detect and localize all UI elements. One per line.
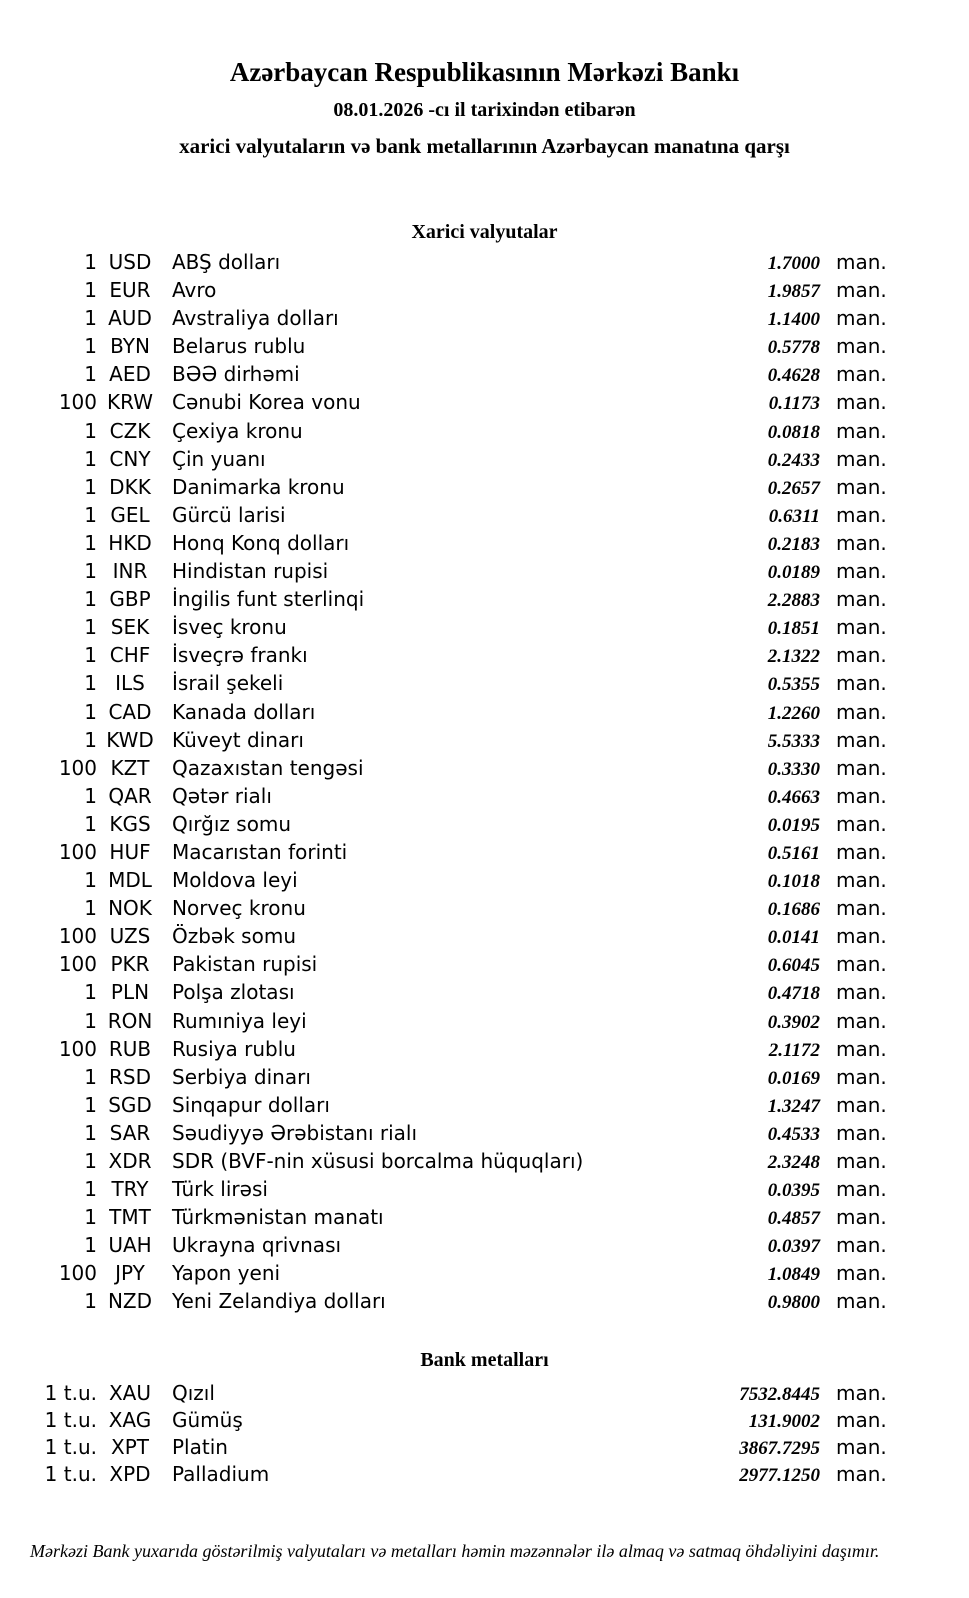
rate-value: 0.1686 (767, 899, 820, 921)
currency-code: USD (108, 250, 152, 274)
unit-suffix: man. (836, 615, 887, 640)
metals-section-title: Bank metalları (420, 1348, 549, 1371)
currency-code: GBP (109, 587, 151, 612)
quantity-value: 1 (84, 1289, 97, 1314)
currency-code: HUF (109, 839, 151, 864)
quantity-value: 1 (84, 418, 97, 443)
quantity-value: 1 (84, 643, 97, 668)
table-row (0, 531, 969, 559)
rate-value: 0.0818 (767, 421, 820, 443)
currency-code: AED (109, 362, 151, 387)
table-row (0, 1177, 969, 1205)
rate-value: 0.0395 (767, 1180, 820, 1202)
quantity-value: 1 (84, 446, 97, 471)
currency-code: INR (112, 559, 148, 584)
unit-suffix: man. (836, 587, 887, 612)
quantity-value: 1 (84, 474, 97, 499)
unit-suffix: man. (836, 924, 887, 949)
currency-code: XDR (108, 1149, 152, 1173)
rate-value: 2.2883 (767, 590, 820, 612)
quantity-value: 100 (58, 755, 97, 780)
rate-value: 1.1400 (767, 309, 820, 331)
unit-suffix: man. (836, 1064, 887, 1089)
currency-name: Çin yuanı (172, 446, 266, 471)
currency-code: JPY (115, 1261, 145, 1286)
currency-code: EUR (109, 278, 151, 303)
currency-name: Türkmənistan manatı (172, 1205, 384, 1230)
table-row (0, 503, 969, 531)
quantity-value: 1 t.u. (44, 1462, 97, 1487)
rate-value: 131.9002 (748, 1410, 820, 1432)
table-row (0, 784, 969, 812)
currency-name: Cənubi Korea vonu (172, 390, 361, 415)
currency-name: Yeni Zelandiya dolları (172, 1289, 386, 1314)
unit-suffix: man. (836, 1434, 887, 1459)
rate-value: 0.4533 (767, 1123, 820, 1145)
rate-value: 0.4718 (767, 983, 820, 1005)
currency-code: NOK (108, 896, 152, 921)
rate-value: 7532.8445 (739, 1383, 820, 1405)
rate-value: 2.1322 (767, 646, 820, 668)
currency-code: TRY (111, 1177, 149, 1202)
currency-name: Türk lirəsi (172, 1177, 268, 1202)
currency-name: Qırğız somu (172, 811, 292, 836)
rate-value: 3867.7295 (739, 1437, 820, 1459)
currency-code: DKK (109, 474, 151, 499)
quantity-value: 100 (58, 839, 97, 864)
table-row (0, 559, 969, 587)
unit-suffix: man. (836, 671, 887, 696)
table-row (0, 1149, 969, 1177)
rate-value: 0.5778 (767, 337, 820, 359)
table-row (0, 278, 969, 306)
table-row (0, 615, 969, 643)
currency-name: Belarus rublu (172, 334, 306, 359)
currency-name: İngilis funt sterlinqi (172, 587, 365, 612)
table-row (0, 419, 969, 447)
quantity-value: 1 (84, 530, 97, 555)
rate-value: 0.0141 (767, 927, 820, 949)
unit-suffix: man. (836, 502, 887, 527)
quantity-value: 1 (84, 1205, 97, 1230)
unit-suffix: man. (836, 699, 887, 724)
currency-name: Küveyt dinarı (172, 727, 304, 752)
quantity-value: 1 (84, 980, 97, 1005)
currency-name: Sinqapur dolları (172, 1092, 330, 1117)
currency-code: CHF (109, 643, 151, 668)
rate-value: 5.5333 (767, 730, 820, 752)
rate-value: 1.3247 (767, 1095, 820, 1117)
currency-code: XAU (108, 1380, 152, 1405)
effective-date-line: 08.01.2026 -cı il tarixindən etibarən (333, 99, 636, 121)
quantity-value: 1 (84, 1008, 97, 1033)
unit-suffix: man. (836, 1149, 887, 1173)
quantity-value: 1 (84, 811, 97, 836)
table-row (0, 643, 969, 671)
quantity-value: 100 (58, 924, 97, 949)
currency-code: PKR (110, 952, 150, 977)
quantity-value: 1 (84, 306, 97, 331)
table-row (0, 868, 969, 896)
rate-value: 0.3902 (767, 1011, 820, 1033)
currency-code: RON (107, 1008, 153, 1033)
table-row (0, 1205, 969, 1233)
currency-name: Hindistan rupisi (172, 559, 329, 584)
unit-suffix: man. (836, 1380, 887, 1405)
unit-suffix: man. (836, 250, 887, 274)
currency-code: XPT (111, 1434, 149, 1459)
currency-code: UAH (108, 1233, 152, 1258)
currency-code: RUB (108, 1036, 152, 1061)
unit-suffix: man. (836, 390, 887, 415)
currency-name: Qazaxıstan tengəsi (172, 755, 364, 780)
quantity-value: 1 (84, 587, 97, 612)
currency-name: Kanada dolları (172, 699, 316, 724)
rate-value: 0.4663 (767, 786, 820, 808)
table-row (0, 756, 969, 784)
rate-value: 0.5161 (767, 842, 820, 864)
quantity-value: 1 (84, 671, 97, 696)
table-row (0, 840, 969, 868)
currency-code: CAD (108, 699, 152, 724)
unit-suffix: man. (836, 643, 887, 668)
quantity-value: 1 t.u. (44, 1380, 97, 1405)
rate-value: 2.1172 (768, 1039, 820, 1061)
table-row (0, 334, 969, 362)
unit-suffix: man. (836, 1008, 887, 1033)
table-row (0, 896, 969, 924)
rate-value: 2.3248 (767, 1152, 820, 1173)
unit-suffix: man. (836, 474, 887, 499)
quantity-value: 1 (84, 783, 97, 808)
currency-rates-table (0, 250, 969, 1318)
quantity-value: 1 (84, 1177, 97, 1202)
currency-code: SGD (108, 1092, 152, 1117)
rate-value: 0.0189 (767, 562, 820, 584)
table-row (0, 447, 969, 475)
currency-code: SEK (110, 615, 150, 640)
currency-name: Moldova leyi (172, 868, 298, 893)
rate-value: 0.0195 (767, 814, 820, 836)
quantity-value: 1 (84, 1120, 97, 1145)
table-row (0, 362, 969, 390)
currency-code: KGS (109, 811, 151, 836)
currency-name: Yapon yeni (172, 1261, 281, 1286)
table-row (0, 952, 969, 980)
quantity-value: 1 (84, 868, 97, 893)
currency-code: AUD (108, 306, 152, 331)
table-row (0, 1261, 969, 1289)
currency-name: Honq Konq dolları (172, 530, 350, 555)
rate-value: 0.2657 (767, 477, 820, 499)
table-row (0, 1093, 969, 1121)
quantity-value: 1 (84, 615, 97, 640)
currency-code: SAR (109, 1120, 151, 1145)
rate-value: 0.3330 (767, 758, 820, 780)
quantity-value: 100 (58, 390, 97, 415)
currency-name: İsrail şekeli (172, 671, 284, 696)
table-row (0, 671, 969, 699)
table-row (0, 1233, 969, 1261)
currency-code: MDL (108, 868, 152, 893)
currency-name: Norveç kronu (172, 896, 306, 921)
currency-code: BYN (110, 334, 150, 359)
table-row (0, 1037, 969, 1065)
currency-name: Avro (172, 278, 217, 303)
currency-name: Rumıniya leyi (172, 1008, 307, 1033)
unit-suffix: man. (836, 1120, 887, 1145)
currency-name: İsveç kronu (172, 615, 287, 640)
currency-name: Qızıl (172, 1380, 215, 1405)
table-row (0, 1408, 969, 1435)
currency-name: Özbək somu (172, 924, 296, 949)
table-row (0, 1121, 969, 1149)
unit-suffix: man. (836, 896, 887, 921)
unit-suffix: man. (836, 559, 887, 584)
unit-suffix: man. (836, 1289, 887, 1314)
quantity-value: 100 (58, 952, 97, 977)
unit-suffix: man. (836, 783, 887, 808)
quantity-value: 1 (84, 699, 97, 724)
quantity-value: 1 (84, 334, 97, 359)
unit-suffix: man. (836, 1407, 887, 1432)
quantity-value: 1 t.u. (44, 1434, 97, 1459)
currency-code: XPD (109, 1462, 151, 1487)
quantity-value: 1 (84, 278, 97, 303)
table-row (0, 1435, 969, 1462)
currency-code: UZS (109, 924, 151, 949)
unit-suffix: man. (836, 755, 887, 780)
currency-code: XAG (108, 1407, 152, 1432)
disclaimer-text: Mərkəzi Bank yuxarıda göstərilmiş valyutaları və metalları həmin məzənnələr ilə almaq və satmaq öhdəliyini daşımır. (30, 1541, 880, 1562)
unit-suffix: man. (836, 868, 887, 893)
currency-name: Qətər rialı (172, 783, 272, 808)
rate-value: 2977.1250 (739, 1465, 820, 1487)
rate-value: 0.4857 (767, 1208, 820, 1230)
currencies-section-title: Xarici valyutalar (411, 221, 558, 243)
table-row (0, 980, 969, 1008)
metal-rates-table (0, 1381, 969, 1490)
quantity-value: 1 (84, 1064, 97, 1089)
unit-suffix: man. (836, 811, 887, 836)
rate-value: 0.2183 (767, 533, 820, 555)
currency-name: ABŞ dolları (172, 250, 281, 274)
table-row (0, 1065, 969, 1093)
rate-value: 1.0849 (767, 1264, 820, 1286)
unit-suffix: man. (836, 446, 887, 471)
quantity-value: 1 (84, 559, 97, 584)
currency-name: Rusiya rublu (172, 1036, 296, 1061)
currency-code: KZT (110, 755, 150, 780)
rate-value: 1.9857 (767, 281, 820, 303)
unit-suffix: man. (836, 1205, 887, 1230)
rate-value: 0.6045 (767, 955, 820, 977)
unit-suffix: man. (836, 1036, 887, 1061)
unit-suffix: man. (836, 306, 887, 331)
currency-name: İsveçrə frankı (172, 643, 308, 668)
rate-value: 1.2260 (767, 702, 820, 724)
rate-value: 0.9800 (767, 1292, 820, 1314)
quantity-value: 1 t.u. (44, 1407, 97, 1432)
quantity-value: 1 (84, 362, 97, 387)
table-row (0, 728, 969, 756)
currency-code: PLN (110, 980, 150, 1005)
unit-suffix: man. (836, 362, 887, 387)
quantity-value: 100 (58, 1261, 97, 1286)
currency-name: Ukrayna qrivnası (172, 1233, 342, 1258)
rate-value: 0.1851 (767, 618, 820, 640)
rate-value: 0.0169 (767, 1067, 820, 1089)
table-row (0, 1381, 969, 1408)
currency-name: BƏƏ dirhəmi (172, 362, 300, 387)
unit-suffix: man. (836, 980, 887, 1005)
quantity-value: 1 (84, 727, 97, 752)
unit-suffix: man. (836, 952, 887, 977)
currency-code: QAR (108, 783, 152, 808)
currency-name: Pakistan rupisi (172, 952, 318, 977)
quantity-value: 1 (84, 896, 97, 921)
currency-name: Səudiyyə Ərəbistanı rialı (172, 1120, 418, 1145)
unit-suffix: man. (836, 418, 887, 443)
rate-value: 0.4628 (767, 365, 820, 387)
currency-name: Platin (172, 1434, 228, 1459)
table-row (0, 475, 969, 503)
quantity-value: 1 (84, 1092, 97, 1117)
unit-suffix: man. (836, 1233, 887, 1258)
quantity-value: 1 (84, 502, 97, 527)
quantity-value: 1 (84, 250, 97, 274)
table-row (0, 306, 969, 334)
currency-name: Çexiya kronu (172, 418, 303, 443)
currency-name: SDR (BVF-nin xüsusi borcalma hüquqları) (172, 1149, 584, 1173)
unit-suffix: man. (836, 839, 887, 864)
unit-suffix: man. (836, 1462, 887, 1487)
table-row (0, 587, 969, 615)
currency-code: KWD (106, 727, 154, 752)
unit-suffix: man. (836, 334, 887, 359)
unit-suffix: man. (836, 1092, 887, 1117)
quantity-value: 100 (58, 1036, 97, 1061)
currency-code: TMT (109, 1205, 151, 1230)
table-row (0, 812, 969, 840)
table-row (0, 1009, 969, 1037)
page-subtitle: xarici valyutaların və bank metallarının Azərbaycan manatına qarşı (179, 134, 790, 158)
table-row (0, 390, 969, 418)
currency-code: NZD (107, 1289, 153, 1314)
rate-value: 0.1018 (767, 871, 820, 893)
page-title: Azərbaycan Respublikasının Mərkəzi Bankı (229, 57, 740, 87)
currency-code: HKD (108, 530, 152, 555)
quantity-value: 1 (84, 1149, 97, 1173)
currency-name: Polşa zlotası (172, 980, 295, 1005)
table-row (0, 1289, 969, 1317)
currency-name: Danimarka kronu (172, 474, 345, 499)
unit-suffix: man. (836, 1261, 887, 1286)
table-row (0, 1462, 969, 1489)
currency-name: Gürcü larisi (172, 502, 286, 527)
unit-suffix: man. (836, 278, 887, 303)
currency-code: CZK (109, 418, 151, 443)
currency-code: CNY (109, 446, 151, 471)
currency-name: Macarıstan forinti (172, 839, 348, 864)
rate-value: 0.1173 (768, 393, 820, 415)
rate-value: 0.5355 (767, 674, 820, 696)
currency-code: GEL (110, 502, 150, 527)
quantity-value: 1 (84, 1233, 97, 1258)
table-row (0, 924, 969, 952)
rate-value: 0.0397 (767, 1236, 820, 1258)
currency-code: KRW (107, 390, 153, 415)
unit-suffix: man. (836, 727, 887, 752)
unit-suffix: man. (836, 530, 887, 555)
currency-name: Palladium (172, 1462, 270, 1487)
currency-code: RSD (109, 1064, 151, 1089)
rate-value: 1.7000 (767, 253, 820, 274)
rate-value: 0.2433 (767, 449, 820, 471)
table-row (0, 250, 969, 278)
table-row (0, 700, 969, 728)
rate-value: 0.6311 (768, 505, 820, 527)
currency-code: ILS (115, 671, 145, 696)
currency-name: Gümüş (172, 1407, 243, 1432)
currency-name: Avstraliya dolları (172, 306, 339, 331)
unit-suffix: man. (836, 1177, 887, 1202)
currency-name: Serbiya dinarı (172, 1064, 311, 1089)
